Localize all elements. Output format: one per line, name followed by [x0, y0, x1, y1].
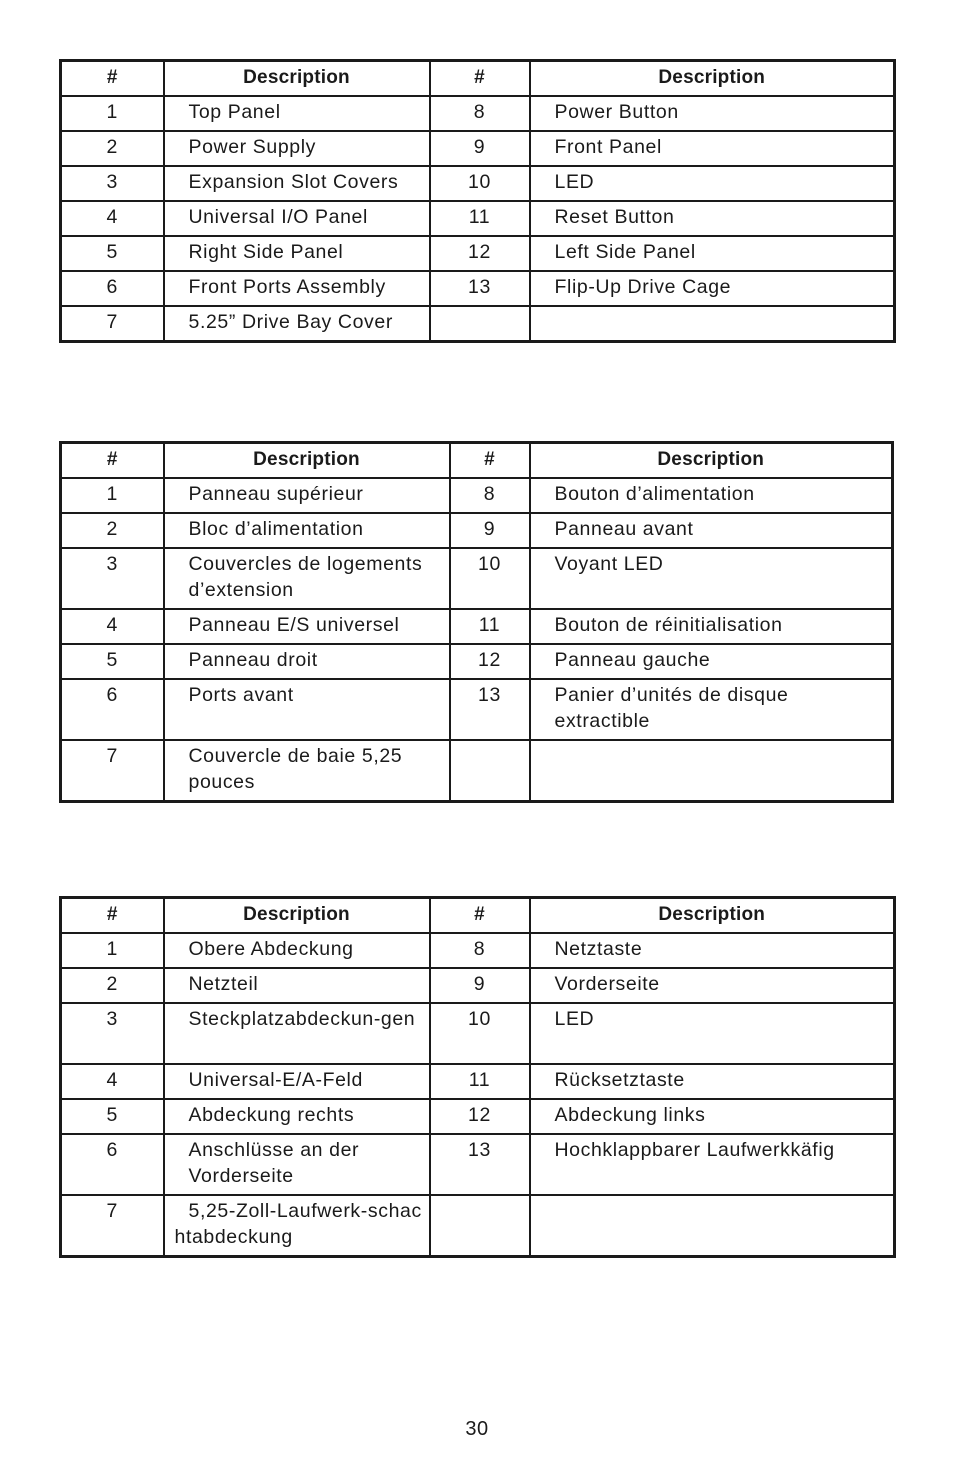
column-header: # — [61, 443, 164, 479]
column-header: # — [61, 898, 164, 934]
part-description: Front Panel — [530, 131, 895, 166]
part-description: Vorderseite — [530, 968, 895, 1003]
part-description: Panneau E/S universel — [164, 609, 450, 644]
part-description: Abdeckung links — [530, 1099, 895, 1134]
part-description: Obere Abdeckung — [164, 933, 430, 968]
part-description: Netztaste — [530, 933, 895, 968]
part-description: Universal-E/A-Feld — [164, 1064, 430, 1099]
column-header: Description — [164, 898, 430, 934]
part-number: 11 — [450, 609, 530, 644]
part-description: Panneau avant — [530, 513, 893, 548]
table-row — [61, 131, 895, 166]
part-number: 9 — [430, 131, 530, 166]
column-header: Description — [530, 898, 895, 934]
table-row — [61, 271, 895, 306]
column-header: Description — [530, 61, 895, 97]
table-row — [61, 478, 893, 513]
table-row — [61, 236, 895, 271]
table-row — [61, 740, 893, 802]
part-description: Bouton de réinitialisation — [530, 609, 893, 644]
part-number: 10 — [430, 166, 530, 201]
column-header: # — [61, 61, 164, 97]
table-header-row — [61, 898, 895, 934]
column-header: Description — [164, 61, 430, 97]
part-description: Bouton d’alimentation — [530, 478, 893, 513]
part-description — [530, 1195, 895, 1257]
table-row — [61, 933, 895, 968]
part-description: Bloc d’alimentation — [164, 513, 450, 548]
column-header: # — [430, 61, 530, 97]
table-row — [61, 513, 893, 548]
part-number: 1 — [61, 933, 164, 968]
part-description: Power Button — [530, 96, 895, 131]
part-number: 11 — [430, 201, 530, 236]
part-number: 7 — [61, 306, 164, 342]
part-number: 4 — [61, 201, 164, 236]
part-description: Universal I/O Panel — [164, 201, 430, 236]
table-row — [61, 166, 895, 201]
part-description: LED — [530, 166, 895, 201]
part-number: 2 — [61, 513, 164, 548]
part-description: Anschlüsse an der Vorderseite — [164, 1134, 430, 1195]
parts-table-german — [59, 896, 896, 1258]
part-number: 5 — [61, 236, 164, 271]
part-description: Rücksetztaste — [530, 1064, 895, 1099]
part-description — [530, 740, 893, 802]
table-row — [61, 1195, 895, 1257]
column-header: # — [430, 898, 530, 934]
part-number: 13 — [450, 679, 530, 740]
table-row — [61, 609, 893, 644]
part-description: Panier d’unités de disque extractible — [530, 679, 893, 740]
part-number — [430, 1195, 530, 1257]
part-number: 8 — [450, 478, 530, 513]
part-number: 13 — [430, 1134, 530, 1195]
part-description: Expansion Slot Covers — [164, 166, 430, 201]
part-number: 13 — [430, 271, 530, 306]
parts-table-french — [59, 441, 894, 803]
part-number: 1 — [61, 478, 164, 513]
part-description: Voyant LED — [530, 548, 893, 609]
table-row — [61, 1003, 895, 1064]
part-description: Couvercles de logements d’extension — [164, 548, 450, 609]
column-header: # — [450, 443, 530, 479]
column-header: Description — [164, 443, 450, 479]
part-description: Ports avant — [164, 679, 450, 740]
table-row — [61, 306, 895, 342]
page-number: 30 — [465, 1418, 489, 1440]
part-number: 5 — [61, 1099, 164, 1134]
part-number: 10 — [430, 1003, 530, 1064]
table-row — [61, 1134, 895, 1195]
part-number: 9 — [450, 513, 530, 548]
part-number: 10 — [450, 548, 530, 609]
part-description: 5,25-Zoll-Laufwerk-schachtabdeckung — [164, 1195, 430, 1257]
part-description: Panneau droit — [164, 644, 450, 679]
part-description: Reset Button — [530, 201, 895, 236]
part-description: Power Supply — [164, 131, 430, 166]
part-number: 6 — [61, 679, 164, 740]
table-row — [61, 679, 893, 740]
table-row — [61, 968, 895, 1003]
part-number: 12 — [430, 236, 530, 271]
part-number: 2 — [61, 131, 164, 166]
part-number: 11 — [430, 1064, 530, 1099]
part-description: Left Side Panel — [530, 236, 895, 271]
table-header-row — [61, 61, 895, 97]
table-row — [61, 201, 895, 236]
part-number — [430, 306, 530, 342]
part-number: 2 — [61, 968, 164, 1003]
part-number: 7 — [61, 1195, 164, 1257]
part-number: 6 — [61, 271, 164, 306]
part-number: 5 — [61, 644, 164, 679]
table-row — [61, 548, 893, 609]
part-description: Panneau gauche — [530, 644, 893, 679]
part-description: Top Panel — [164, 96, 430, 131]
part-description: Panneau supérieur — [164, 478, 450, 513]
part-number: 8 — [430, 933, 530, 968]
part-description — [530, 306, 895, 342]
part-description: 5.25” Drive Bay Cover — [164, 306, 430, 342]
part-number: 3 — [61, 548, 164, 609]
part-number: 9 — [430, 968, 530, 1003]
part-number: 12 — [430, 1099, 530, 1134]
part-description: Abdeckung rechts — [164, 1099, 430, 1134]
part-description: Front Ports Assembly — [164, 271, 430, 306]
part-description: Couvercle de baie 5,25 pouces — [164, 740, 450, 802]
part-description: LED — [530, 1003, 895, 1064]
table-row — [61, 96, 895, 131]
table-row — [61, 1099, 895, 1134]
table-header-row — [61, 443, 893, 479]
part-description: Steckplatzabdeckun-gen — [164, 1003, 430, 1064]
part-number: 8 — [430, 96, 530, 131]
table-row — [61, 644, 893, 679]
part-number: 1 — [61, 96, 164, 131]
table-row — [61, 1064, 895, 1099]
part-description: Flip-Up Drive Cage — [530, 271, 895, 306]
column-header: Description — [530, 443, 893, 479]
part-number: 12 — [450, 644, 530, 679]
part-number: 4 — [61, 609, 164, 644]
part-number — [450, 740, 530, 802]
part-description: Right Side Panel — [164, 236, 430, 271]
part-number: 6 — [61, 1134, 164, 1195]
part-number: 7 — [61, 740, 164, 802]
part-number: 3 — [61, 166, 164, 201]
part-description: Netzteil — [164, 968, 430, 1003]
part-number: 4 — [61, 1064, 164, 1099]
part-number: 3 — [61, 1003, 164, 1064]
parts-table-english — [59, 59, 896, 343]
part-description: Hochklappbarer Laufwerkkäfig — [530, 1134, 895, 1195]
